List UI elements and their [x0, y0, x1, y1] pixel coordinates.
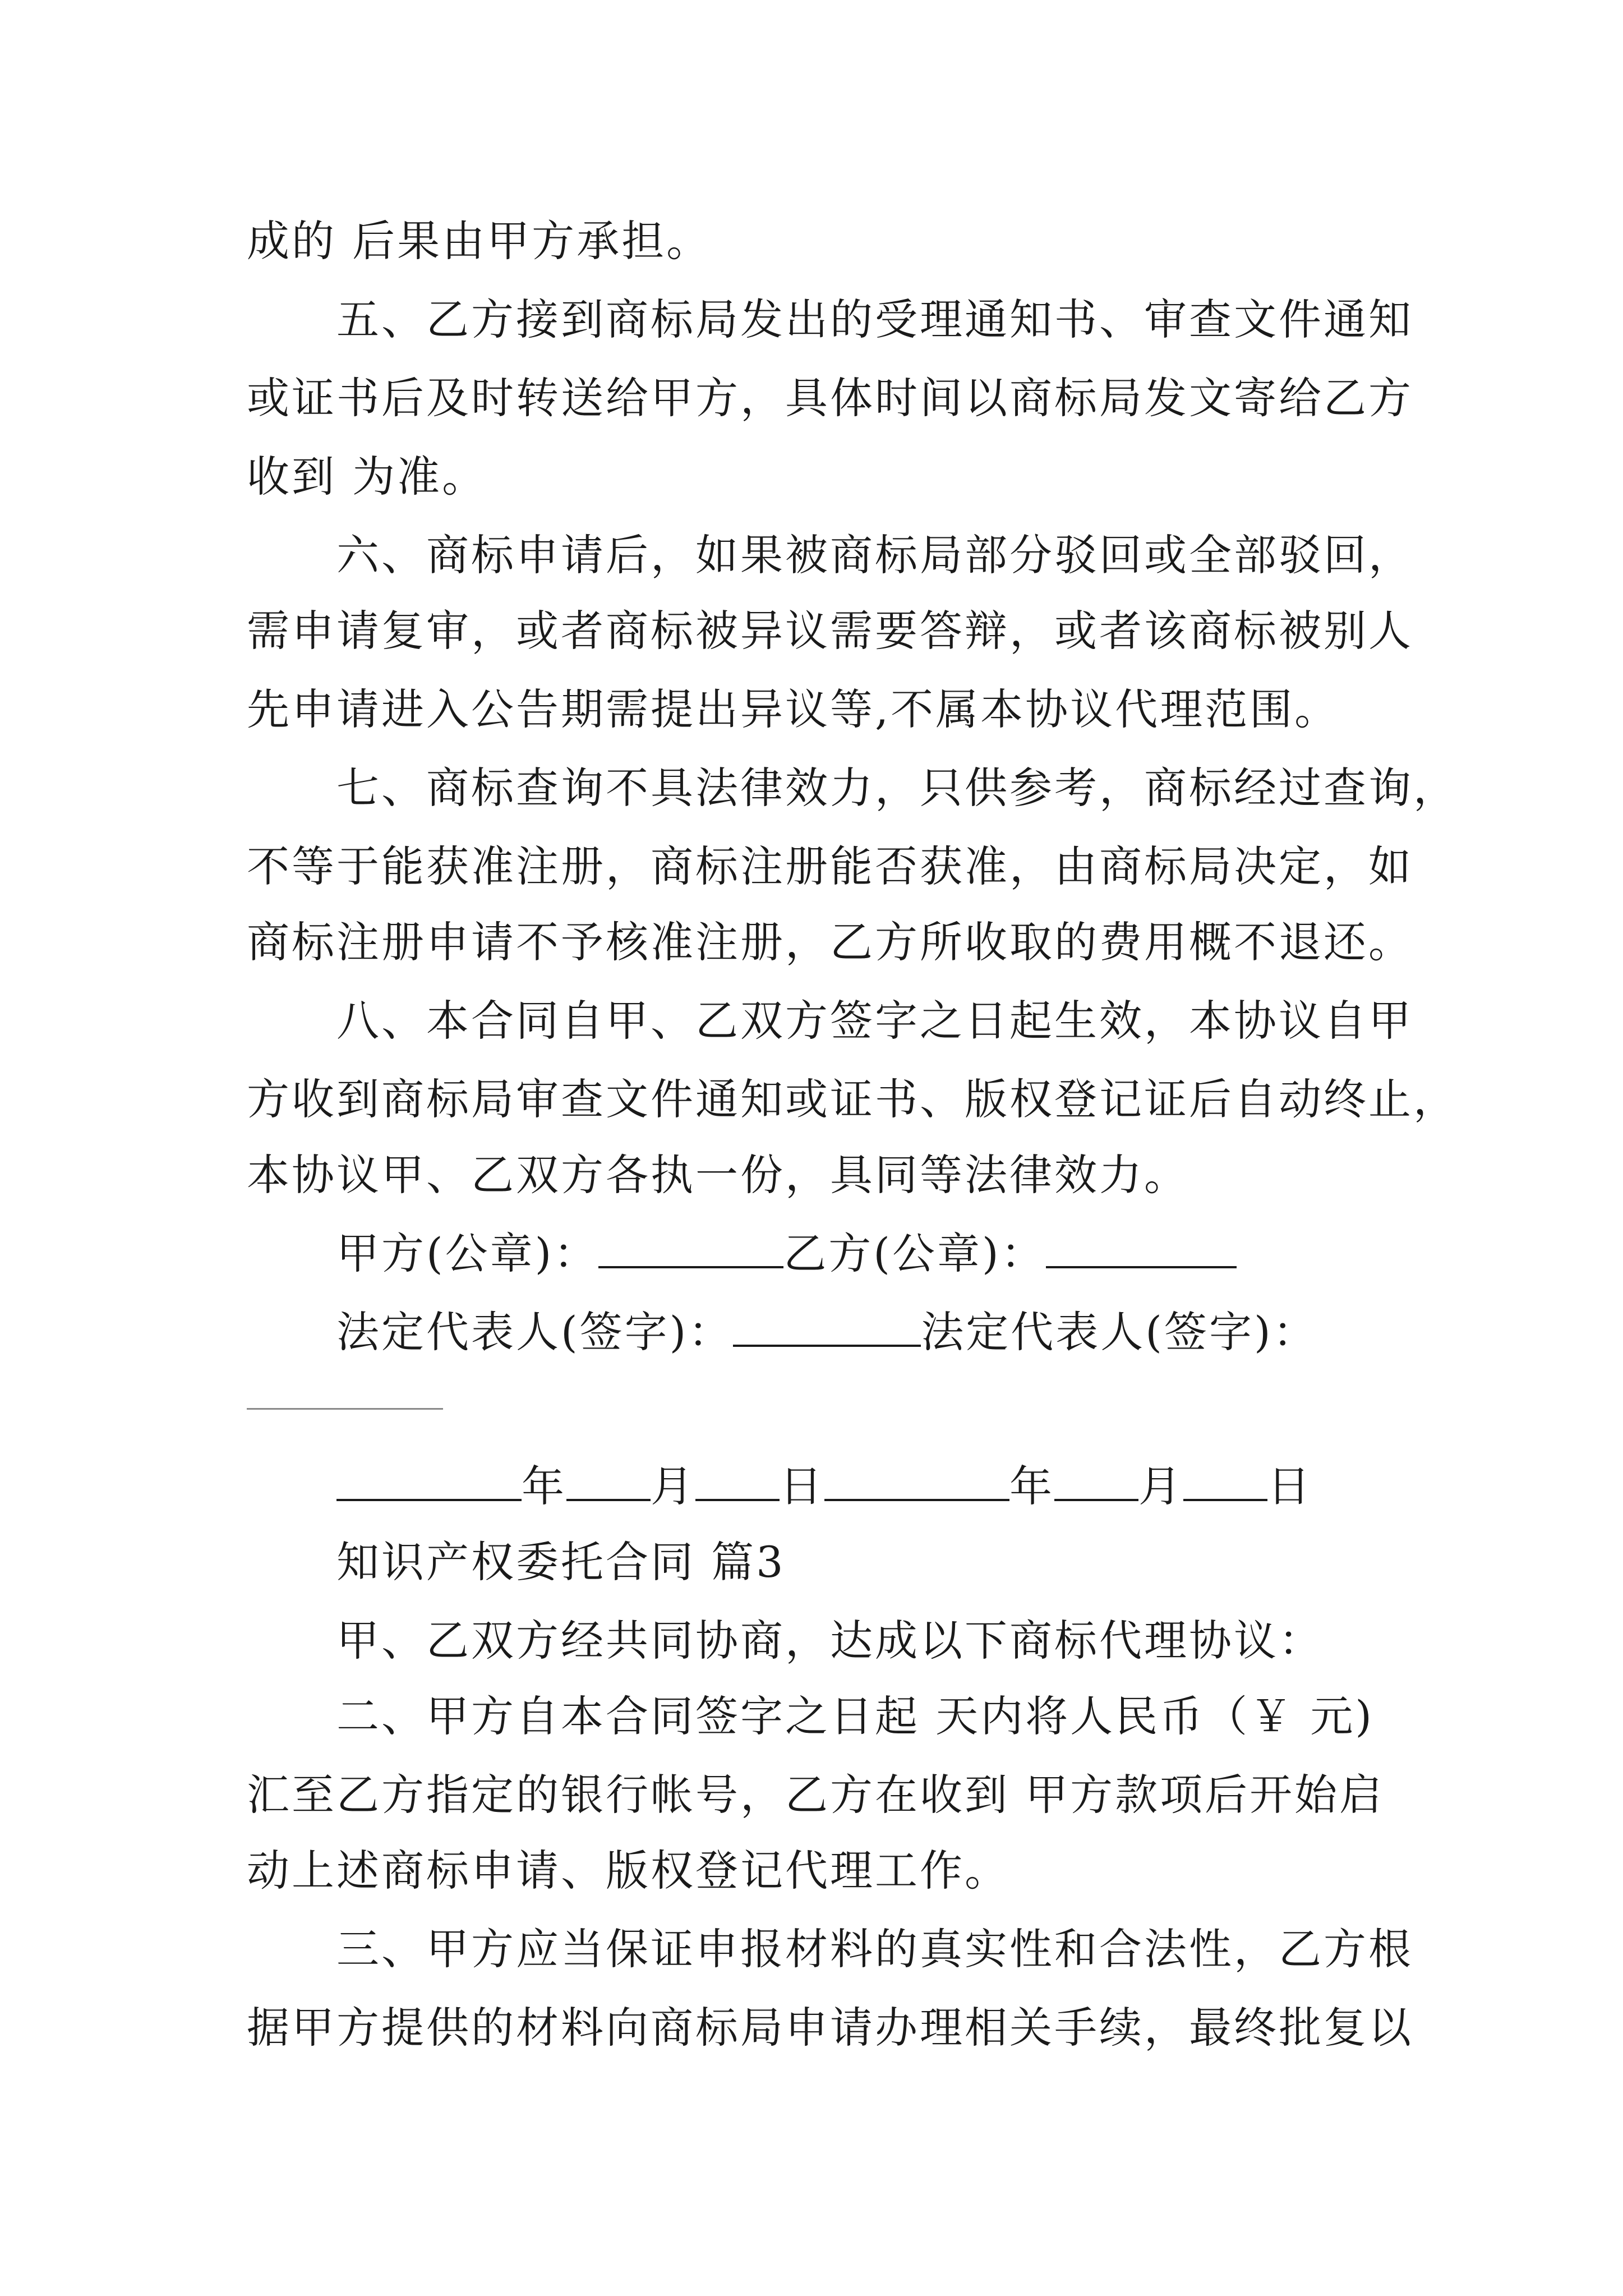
paragraph-line: 七、商标查询不具法律效力，只供参考，商标经过查询， — [336, 763, 1458, 813]
paragraph-line: 先申请进入公告期需提出异议等,不属本协议代理范围。 — [247, 684, 1340, 734]
paragraph-line: 五、乙方接到商标局发出的受理通知书、审查文件通知 — [336, 295, 1413, 344]
paragraph-line: 本协议甲、乙双方各执一份，具同等法律效力。 — [247, 1150, 1189, 1200]
month-label: 月 — [651, 1461, 695, 1511]
paragraph-line: 据甲方提供的材料向商标局申请办理相关手续，最终批复以 — [247, 2003, 1413, 2053]
paragraph-line: 成的 后果由甲方承担。 — [247, 216, 712, 266]
party-b-seal-blank — [1046, 1227, 1237, 1268]
month-blank-b — [1054, 1460, 1138, 1501]
paragraph-line: 二、甲方自本合同签字之日起 天内将人民币（￥ 元) — [336, 1691, 1374, 1741]
day-blank-a — [695, 1460, 780, 1501]
date-line — [336, 1458, 1312, 1515]
section-title: 知识产权委托合同 篇3 — [336, 1537, 786, 1587]
paragraph-line: 八、本合同自甲、乙双方签字之日起生效，本协议自甲 — [336, 996, 1413, 1046]
paragraph-line: 需申请复审，或者商标被异议需要答辩，或者该商标被别人 — [247, 606, 1413, 656]
month-label: 月 — [1138, 1461, 1183, 1511]
party-b-rep-blank — [247, 1408, 443, 1410]
year-label: 年 — [1009, 1461, 1054, 1511]
day-blank-b — [1183, 1460, 1267, 1501]
paragraph-line: 甲、乙双方经共同协商，达成以下商标代理协议： — [336, 1616, 1324, 1665]
day-label: 日 — [1267, 1461, 1312, 1511]
paragraph-line: 方收到商标局审查文件通知或证书、版权登记证后自动终止， — [247, 1074, 1458, 1124]
seal-line — [336, 1226, 1237, 1282]
party-a-rep-label: 法定代表人(签字)： — [336, 1307, 734, 1357]
paragraph-line: 商标注册申请不予核准注册，乙方所收取的费用概不退还。 — [247, 917, 1413, 967]
month-blank-a — [566, 1460, 651, 1501]
party-a-seal-blank — [598, 1227, 783, 1268]
party-a-rep-blank — [733, 1305, 921, 1347]
year-blank-a — [336, 1460, 522, 1501]
paragraph-line: 或证书后及时转送给甲方，具体时间以商标局发文寄给乙方 — [247, 373, 1413, 423]
paragraph-line: 动上述商标申请、版权登记代理工作。 — [247, 1846, 1009, 1895]
year-blank-b — [824, 1460, 1009, 1501]
party-a-seal-label: 甲方(公章)： — [336, 1228, 599, 1278]
party-b-rep-label: 法定代表人(签字)： — [921, 1307, 1318, 1357]
paragraph-line: 三、甲方应当保证申报材料的真实性和合法性，乙方根 — [336, 1924, 1413, 1974]
party-b-seal-label: 乙方(公章)： — [783, 1228, 1046, 1278]
representative-line — [336, 1304, 1318, 1360]
paragraph-line: 汇至乙方指定的银行帐号，乙方在收到 甲方款项后开始启 — [247, 1770, 1385, 1820]
year-label: 年 — [522, 1461, 566, 1511]
paragraph-line: 六、商标申请后，如果被商标局部分驳回或全部驳回， — [336, 530, 1413, 580]
paragraph-line: 收到 为准。 — [247, 452, 487, 501]
paragraph-line: 不等于能获准注册，商标注册能否获准，由商标局决定，如 — [247, 841, 1413, 891]
day-label: 日 — [780, 1461, 824, 1511]
